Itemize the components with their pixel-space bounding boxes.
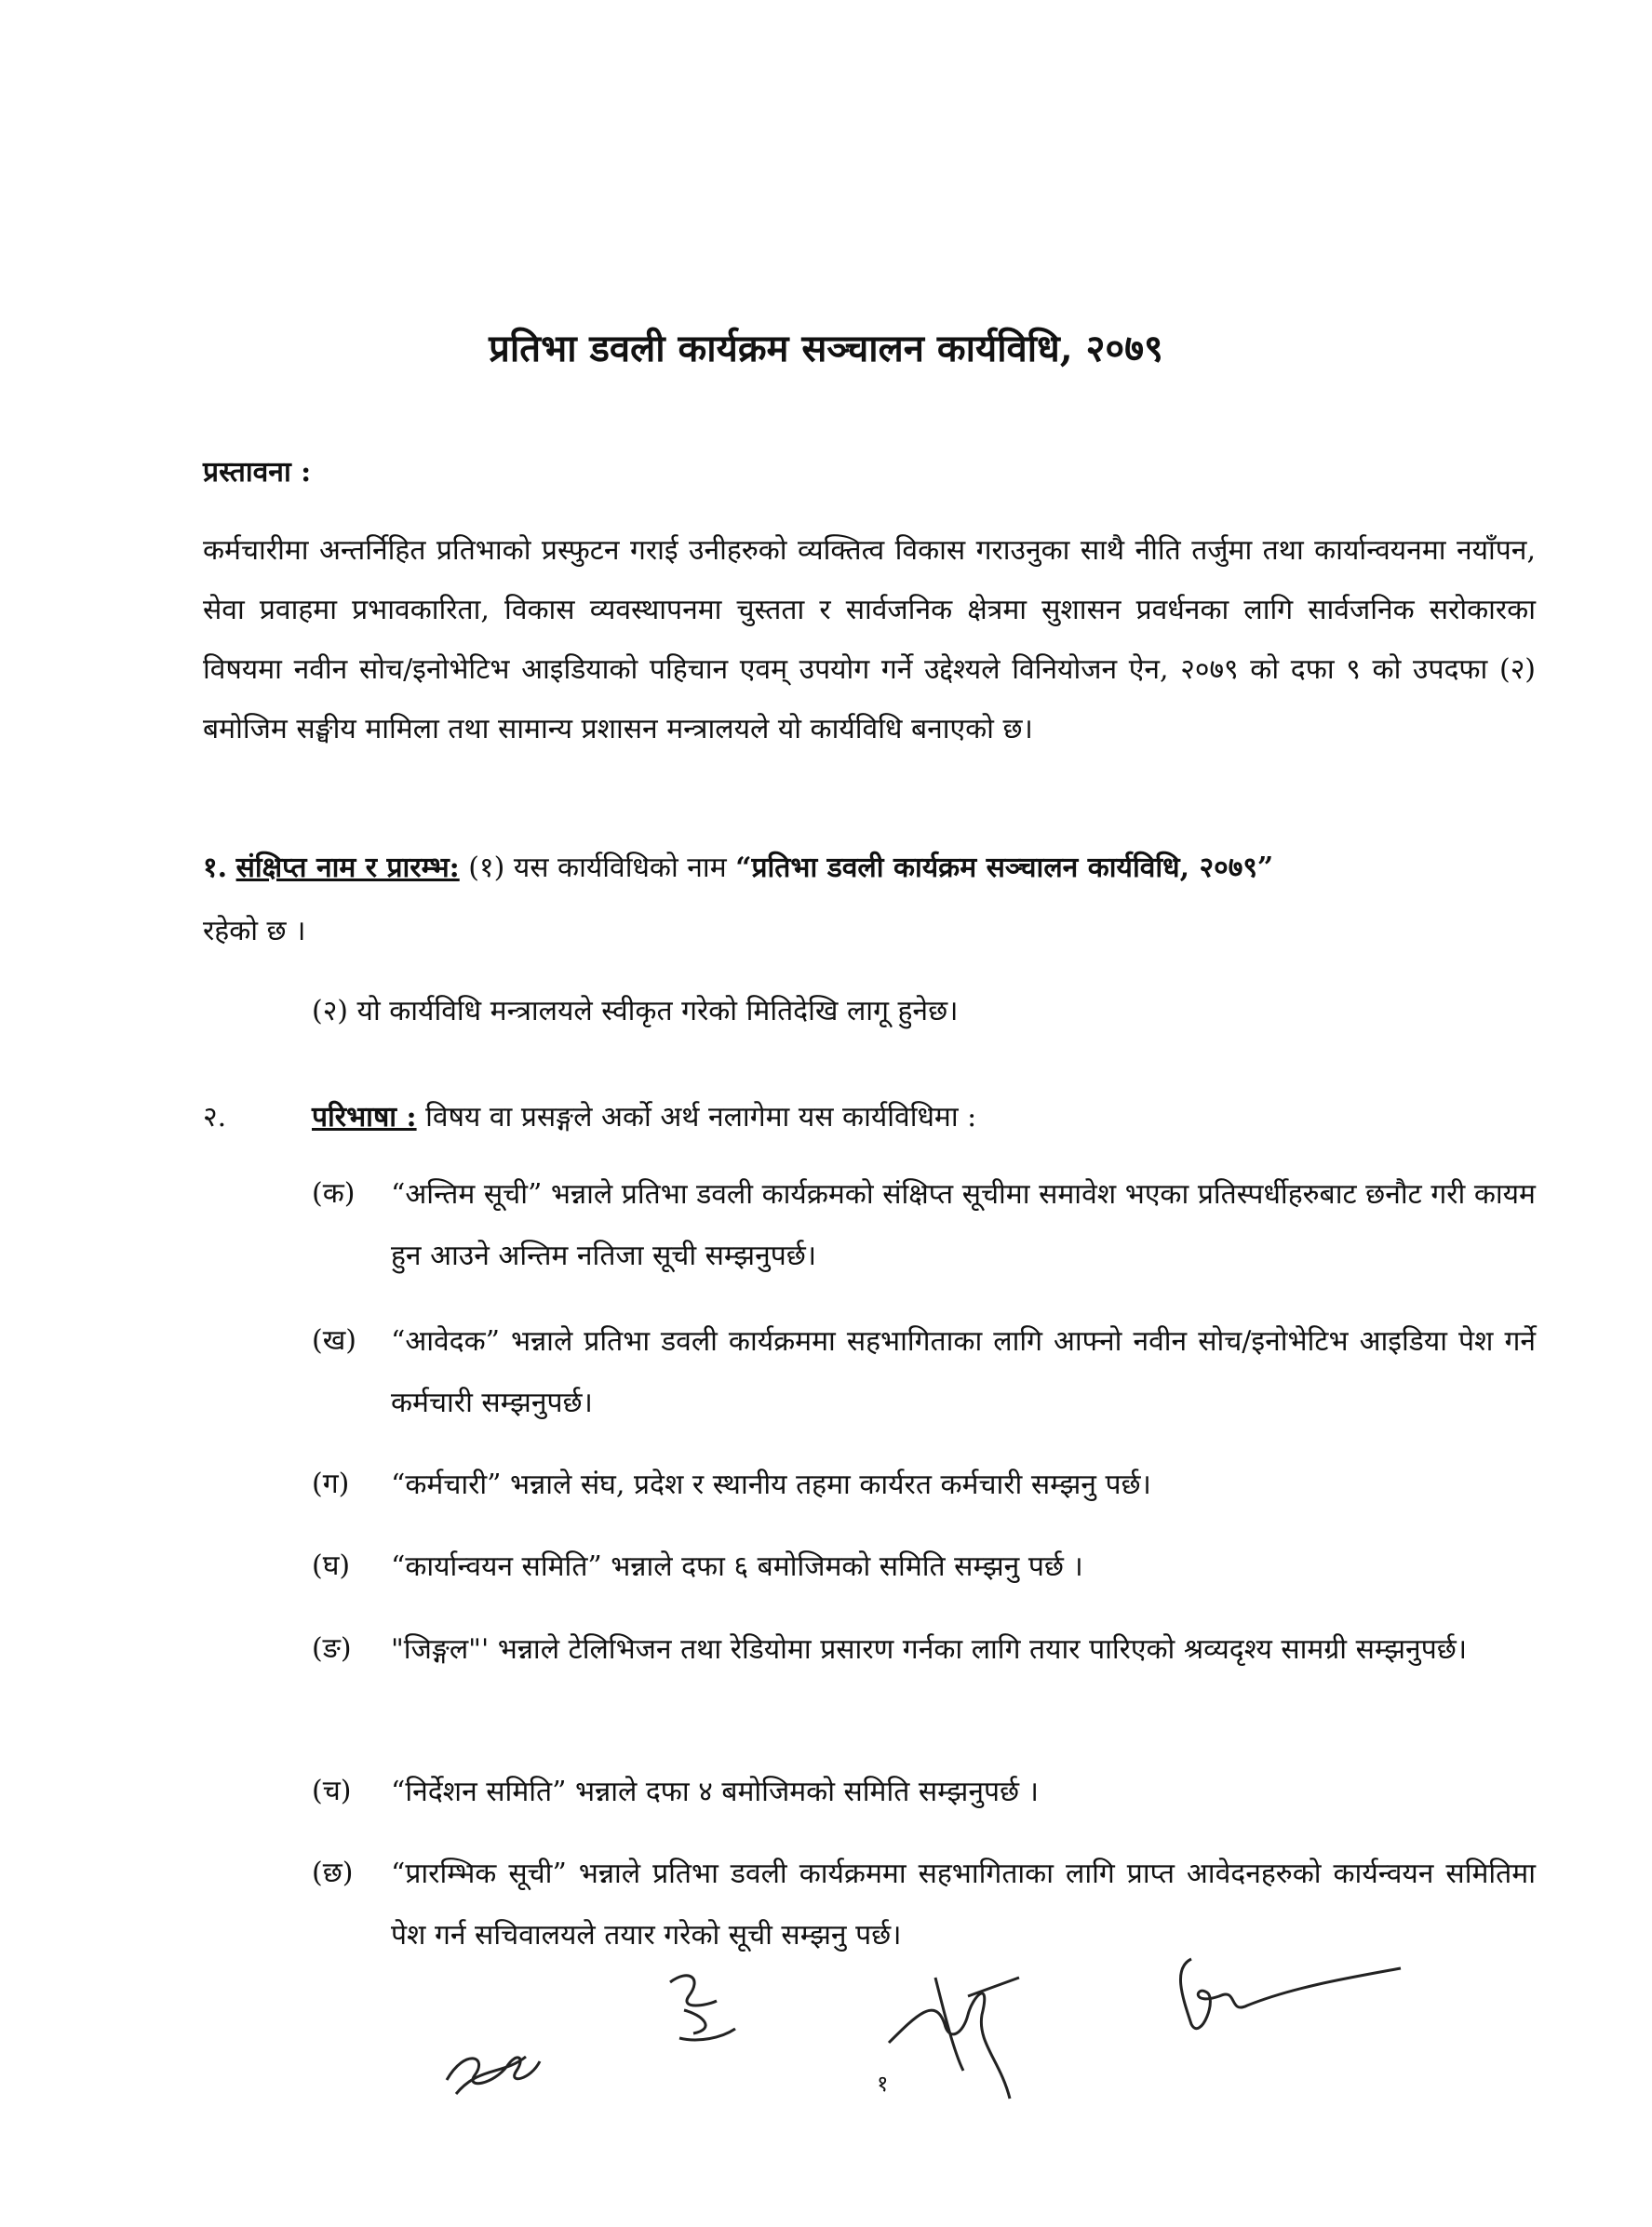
signature-4: [1163, 1940, 1405, 2052]
definition-label: (ख): [312, 1324, 356, 1357]
section2-heading-line: [312, 1096, 976, 1134]
section1-heading: संक्षिप्त नाम र प्रारम्भ:: [235, 852, 460, 884]
section1-number: १.: [203, 852, 228, 884]
signature-1: [437, 1992, 549, 2103]
section1-sub1-prefix: (१) यस कार्यविधिको नाम: [468, 852, 727, 884]
definition-text: “निर्देशन समिति” भन्नाले दफा ४ बमोजिमको समिति सम्झनुपर्छ ।: [391, 1776, 1039, 1808]
section1-sub2: (२) यो कार्यविधि मन्त्रालयले स्वीकृत गरेको मितिदेखि लागू हुनेछ।: [312, 995, 959, 1027]
definition-label: (क): [312, 1177, 356, 1210]
definition-label: (ङ): [312, 1632, 352, 1665]
definition-text: “अन्तिम सूची” भन्नाले प्रतिभा डवली कार्यक्रमको संक्षिप्त सूचीमा समावेश भएका प्रतिस्पर्धीहरुबाट छनौट गरी कायम हुन आउने अन्तिम नतिजा सूची सम्झनुपर्छ।: [391, 1178, 1536, 1272]
section2-intro: विषय वा प्रसङ्गले अर्को अर्थ नलागेमा यस कार्यविधिमा :: [425, 1101, 977, 1134]
definition-text: “प्रारम्भिक सूची” भन्नाले प्रतिभा डवली कार्यक्रममा सहभागिताका लागि प्राप्त आवेदनहरुको कार्यन्वयन समितिमा पेश गर्न सचिवालयले तयार गरेको सूची सम्झनु पर्छ।: [391, 1858, 1536, 1952]
section2-heading: परिभाषा :: [312, 1101, 417, 1134]
signature-2: [651, 1964, 745, 2066]
signature-3: [880, 1959, 1056, 2108]
document-title: प्रतिभा डवली कार्यक्रम सञ्चालन कार्यविधि, २०७९: [489, 327, 1163, 370]
section1-sub1-suffix: रहेको छ ।: [203, 915, 306, 947]
preamble-text: कर्मचारीमा अन्तर्निहित प्रतिभाको प्रस्फुटन गराई उनीहरुको व्यक्तित्व विकास गराउनुका साथै नीति तर्जुमा तथा कार्यान्वयनमा नयाँपन, सेवा प्रवाहमा प्रभावकारिता, विकास व्यवस्थापनमा चुस्तता र सार्वजनिक क्षेत्रमा सुशासन प्रवर्धनका लागि सार्वजनिक सरोकारका विषयमा नवीन सोच/इनोभेटिभ आइडियाको पहिचान एवम् उपयोग गर्ने उद्देश्यले विनियोजन ऐन, २०७९ को दफा ९ को उपदफा (२) बमोजिम सङ्घीय मामिला तथा सामान्य प्रशासन मन्त्रालयले यो कार्यविधि बनाएको छ।: [203, 534, 1536, 745]
definition-text: “कर्मचारी” भन्नाले संघ, प्रदेश र स्थानीय तहमा कार्यरत कर्मचारी सम्झनु पर्छ।: [391, 1469, 1151, 1501]
definition-label: (ग): [312, 1468, 350, 1500]
definition-text: “आवेदक” भन्नाले प्रतिभा डवली कार्यक्रममा सहभागिताका लागि आफ्नो नवीन सोच/इनोभेटिभ आइडिया पेश गर्ने कर्मचारी सम्झनुपर्छ।: [391, 1325, 1536, 1419]
definition-text: "जिङ्गल"' भन्नाले टेलिभिजन तथा रेडियोमा प्रसारण गर्नका लागि तयार पारिएको श्रव्यदृश्य सामग्री सम्झनुपर्छ।: [391, 1633, 1468, 1666]
definition-label: (छ): [312, 1857, 354, 1889]
section1-heading-line: [203, 847, 1273, 885]
preamble-heading: प्रस्तावना :: [203, 456, 312, 489]
definition-text: “कार्यान्वयन समिति” भन्नाले दफा ६ बमोजिमको समिति सम्झनु पर्छ ।: [391, 1550, 1083, 1583]
page-number: १: [877, 2071, 889, 2097]
section2-number: २.: [203, 1101, 227, 1134]
definition-label: (घ): [312, 1550, 351, 1582]
definition-label: (च): [312, 1775, 352, 1807]
section1-sub1-name: “प्रतिभा डवली कार्यक्रम सञ्चालन कार्यविधि, २०७९”: [735, 852, 1274, 884]
